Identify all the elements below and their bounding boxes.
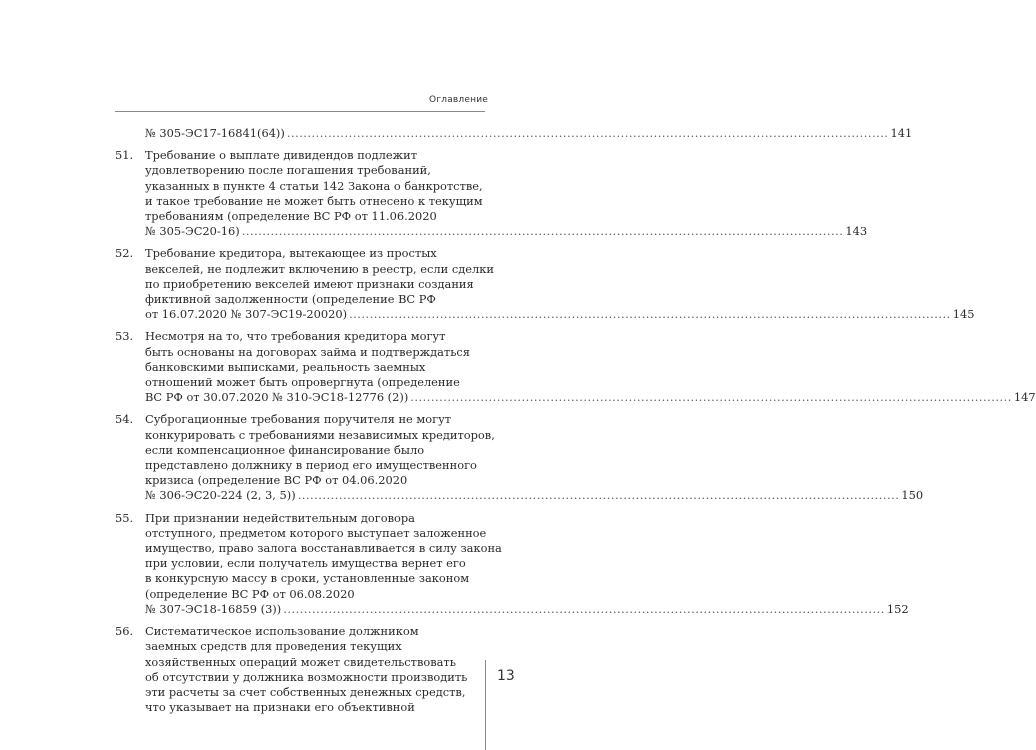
toc-entry-line: конкурировать с требованиями независимых кредиторов, (145, 427, 495, 442)
toc-entry-line: указанных в пункте 4 статьи 142 Закона о банкротстве, (145, 178, 483, 193)
toc-entry-number: 54. (115, 412, 134, 427)
toc-entry-line: эти расчеты за счет собственных денежных средств, (145, 684, 466, 699)
toc-entry-line: по приобретению векселей имеют признаки создания (145, 276, 474, 291)
toc-entry-line: заемных средств для проведения текущих (145, 639, 402, 654)
toc-entry-line: имущество, право залога восстанавливается в силу закона (145, 541, 502, 556)
toc-entry-line: (определение ВС РФ от 06.08.2020 (145, 586, 355, 601)
page-number: 13 (497, 668, 515, 684)
toc-entry-line: и такое требование не может быть отнесено к текущим (145, 193, 483, 208)
toc-entry-line (145, 224, 868, 239)
toc-entry-line (145, 390, 1036, 405)
toc-entry-line: отношений может быть опровергнута (определение (145, 375, 460, 390)
toc-page-number: 150 (901, 488, 924, 503)
toc-entry-line: фиктивной задолженности (определение ВС РФ (145, 292, 436, 307)
toc-entry-line: При признании недействительным договора (145, 510, 415, 525)
toc-page-number: 152 (886, 601, 909, 616)
toc-entry-number: 52. (115, 246, 134, 261)
toc-entry-line: векселей, не подлежит включению в реестр, если сделки (145, 261, 494, 276)
header-divider (115, 111, 485, 112)
toc-entry-line (145, 126, 913, 141)
toc-entry-text: № 307-ЭС18-16859 (3)) (145, 601, 282, 616)
toc-entry-line: кризиса (определение ВС РФ от 04.06.2020 (145, 473, 408, 488)
toc-entry-line: быть основаны на договорах займа и подтверждаться (145, 344, 470, 359)
toc-entry-line: Требование о выплате дивидендов подлежит (145, 148, 418, 163)
toc-entry (115, 510, 909, 617)
toc-entry-line: представлено должнику в период его имущественного (145, 458, 477, 473)
toc-entry-line: если компенсационное финансирование было (145, 442, 425, 457)
toc-entry-line: требованиям (определение ВС РФ от 11.06.2020 (145, 209, 437, 224)
toc-page-number: 141 (890, 126, 913, 140)
toc-entry-line: Несмотря на то, что требования кредитора могут (145, 329, 446, 344)
footer-divider (485, 660, 486, 750)
toc-entry-line (145, 601, 909, 617)
toc-page-number: 145 (952, 307, 975, 322)
toc-entry (115, 412, 924, 503)
toc-entry-text: № 306-ЭС20-224 (2, 3, 5)) (145, 488, 296, 503)
toc-entry-line: отступного, предметом которого выступает заложенное (145, 525, 487, 540)
toc-entry (115, 246, 975, 322)
running-header-title: Оглавление (429, 95, 488, 105)
toc-entry-line: при условии, если получатель имущества вернет его (145, 556, 466, 571)
toc-entry-line (145, 488, 924, 503)
toc-leader-dots: .................................................................................................................................................. (286, 126, 889, 140)
toc-entry-line: банковскими выписками, реальность заемных (145, 359, 426, 374)
toc-entry-line: Суброгационные требования поручителя не могут (145, 412, 452, 427)
toc-page-number: 147 (1013, 390, 1036, 405)
toc-entry (115, 624, 488, 715)
toc-entry (115, 148, 868, 239)
toc-entry-text: № 305-ЭС20-16) (145, 224, 240, 239)
toc-entry-line (145, 307, 975, 322)
toc-entry-line: в конкурсную массу в сроки, установленные законом (145, 571, 470, 586)
toc-leader-dots: .................................................................................................................................................. (349, 307, 951, 322)
toc-entry-number: 51. (115, 148, 134, 163)
toc-entry-line: что указывает на признаки его объективной (145, 700, 415, 715)
toc-entry-number: 53. (115, 329, 134, 344)
toc-entry-line: об отсутствии у должника возможности производить (145, 669, 468, 684)
toc-entry-line: хозяйственных операций может свидетельствовать (145, 654, 456, 669)
toc-entry-text: № 305-ЭС17-16841(64)) (145, 126, 285, 140)
toc-leader-dots: .................................................................................................................................................. (241, 224, 844, 239)
toc-entry-number: 56. (115, 624, 134, 639)
toc-page-number: 143 (845, 224, 868, 239)
toc-entry (115, 329, 1036, 405)
toc-entry-line: Требование кредитора, вытекающее из простых (145, 246, 437, 261)
toc-leader-dots: .................................................................................................................................................. (297, 488, 900, 503)
toc-leader-dots: .................................................................................................................................................. (410, 390, 1012, 405)
toc-entry-line: удовлетворению после погашения требований, (145, 163, 431, 178)
toc-entry-line: Систематическое использование должником (145, 624, 419, 639)
toc-leader-dots: .................................................................................................................................................. (283, 601, 885, 616)
toc-entry-text: от 16.07.2020 № 307-ЭС19-20020) (145, 307, 348, 322)
toc-entry (145, 126, 913, 141)
toc-entry-number: 55. (115, 510, 134, 525)
toc-entry-text: ВС РФ от 30.07.2020 № 310-ЭС18-12776 (2)) (145, 390, 409, 405)
